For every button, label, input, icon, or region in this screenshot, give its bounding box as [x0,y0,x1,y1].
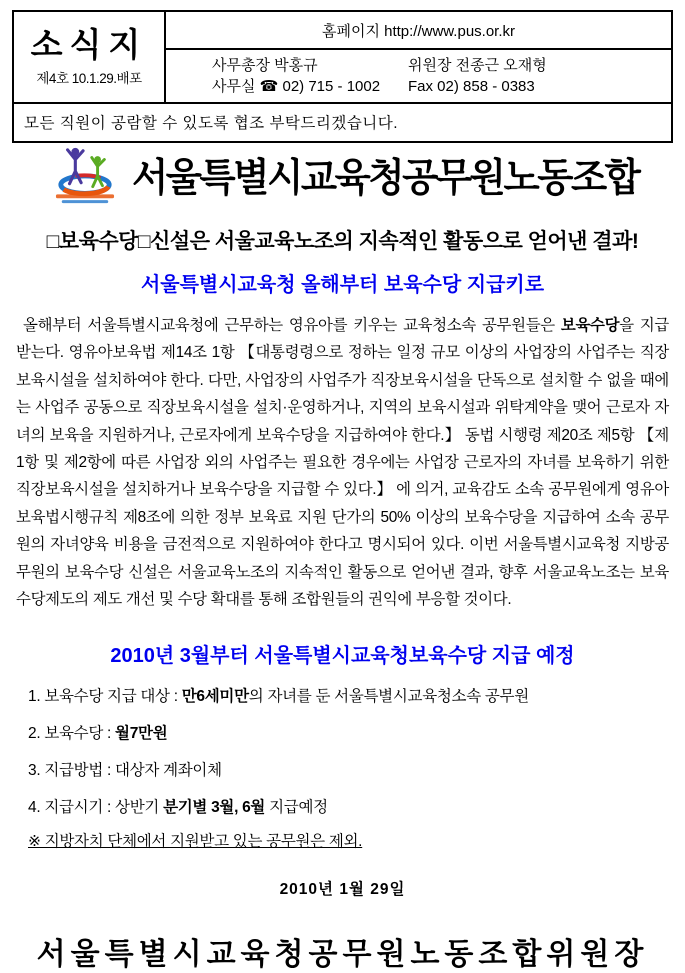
union-logo-icon [46,145,124,205]
exclusion-note: ※ 지방자치 단체에서 지원받고 있는 공무원은 제외. [28,833,363,851]
homepage-line: 홈페이지 http://www.pus.or.kr [166,12,671,50]
main-headline: □보육수당□신설은 서울교육노조의 지속적인 활동으로 얻어낸 결과! [46,230,639,253]
masthead-table [12,10,673,143]
chairman: 위원장 전종근 오재형 [408,57,547,74]
benefit-list-item: 3. 지급방법 : 대상자 계좌이체 [28,762,222,780]
circulation-notice: 모든 직원이 공람할 수 있도록 협조 부탁드리겠습니다. [14,102,671,141]
fax-number: Fax 02) 858 - 0383 [408,78,535,95]
staff-row-1 [212,55,671,76]
issue-date: 2010년 1월 29일 [279,881,406,899]
benefit-list-item: 4. 지급시기 : 상반기 분기별 3월, 6월 지급예정 [28,799,328,817]
masthead-title-cell [14,12,166,102]
issue-info: 제4호 10.1.29.배포 [36,71,142,87]
org-title: 서울특별시교육청공무원노동조합 [132,157,639,200]
signature-line: 서울특별시교육청공무원노동조합위원장 [36,938,649,972]
staff-info [166,50,671,102]
staff-row-2 [212,76,671,97]
benefit-list [28,678,673,826]
article-body: 올해부터 서울특별시교육청에 근무하는 영유아를 키우는 교육청소속 공무원들은 보육수당을 지급 받는다. 영유아보육법 제14조 1항 【대통령령으로 정하는 일정 규모 이상의 사업장의 사업주는 직장보육시설을 설치하여야 한다. 다만, 사업장의 사업주가 직장보육시설을 단독으로 설치할 수 없을 때에는 사업주 공동으로 직장보육시설을 설치·운영하거나, 지역의 보육시설과 위탁계약을 맺어 근로자 자녀의 보육을 지원하거나, 근로자에게 보육수당을 지급하여야 한다.】 동법 시행령 제20조 제5항 【제1항 및 제2항에 따른 사업장 외의 사업주는 필요한 경우에는 사업장 근로자의 자녀를 보육하기 위한 직장보육시설을 설치하거나 보육수당을 지급할 수 있다.】 에 의거, 교육감도 소속 공무원에게 영유아보육법시행규칙 제8조에 의한 정부 보육료 지원 단가의 50% 이상의 보육수당을 지급하여 소속 공무원의 자녀양육 비용을 금전적으로 지원하여야 한다고 명시되어 있다. 이번 서울특별시교육청 지방공무원의 보육수당 신설은 서울교육노조의 지속적인 활동으로 얻어낸 결과, 향후 서울교육노조는 보육수당제도의 제도 개선 및 수당 확대를 통해 조합원들의 권익에 부응할 것이다. [16,317,669,609]
benefit-list-item: 2. 보육수당 : 월7만원 [28,725,168,743]
secretary-general: 사무총장 박홍규 [212,57,318,74]
org-banner [46,145,673,205]
office-phone: 사무실 ☎ 02) 715 - 1002 [212,78,381,95]
benefit-list-item: 1. 보육수당 지급 대상 : 만6세미만의 자녀를 둔 서울특별시교육청소속 공무원 [28,688,529,706]
masthead-top-row [14,12,671,102]
sub-headline: 서울특별시교육청 올해부터 보육수당 지급키로 [140,274,545,296]
section-heading: 2010년 3월부터 서울특별시교육청보육수당 지급 예정 [110,645,575,668]
newsletter-title: 소식지 [30,25,148,63]
masthead-info-cell [166,12,671,102]
